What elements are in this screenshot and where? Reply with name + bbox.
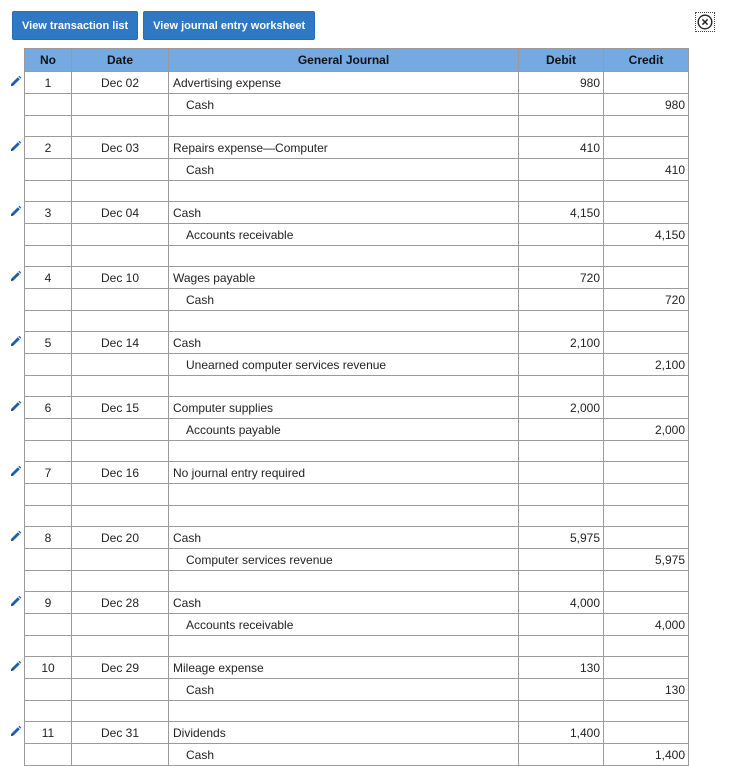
credit-amount xyxy=(604,397,689,419)
journal-credit-row xyxy=(25,484,689,506)
entry-number xyxy=(25,202,72,224)
blank-cell xyxy=(169,181,519,202)
blank-cell xyxy=(519,311,604,332)
blank-cell xyxy=(519,181,604,202)
entry-date-blank xyxy=(72,419,169,441)
blank-cell xyxy=(72,636,169,657)
view-transaction-list-button[interactable]: View transaction list xyxy=(12,11,138,40)
blank-cell xyxy=(519,246,604,267)
blank-cell xyxy=(169,116,519,137)
entry-date: Dec 04 xyxy=(72,202,169,224)
credit-account: Accounts receivable xyxy=(169,614,519,636)
debit-account: Cash xyxy=(169,592,519,614)
entry-number-blank xyxy=(25,159,72,181)
entry-number xyxy=(25,592,72,614)
journal-entry-row xyxy=(25,462,689,484)
spacer-row xyxy=(25,116,689,137)
spacer-row xyxy=(25,506,689,527)
general-journal-table xyxy=(24,48,689,766)
credit-amount xyxy=(604,202,689,224)
blank-cell xyxy=(72,116,169,137)
close-circle-icon xyxy=(697,14,713,30)
spacer-row xyxy=(25,181,689,202)
journal-credit-row xyxy=(25,289,689,311)
blank-cell xyxy=(169,701,519,722)
debit-account: Dividends xyxy=(169,722,519,744)
credit-account: Cash xyxy=(169,289,519,311)
credit-account: Cash xyxy=(169,94,519,116)
debit-account: Cash xyxy=(169,202,519,224)
entry-number-blank xyxy=(25,94,72,116)
journal-entry-row xyxy=(25,202,689,224)
debit-amount: 5,975 xyxy=(519,527,604,549)
debit-amount xyxy=(519,94,604,116)
blank-cell xyxy=(72,246,169,267)
credit-account: Computer services revenue xyxy=(169,549,519,571)
debit-amount: 980 xyxy=(519,72,604,94)
journal-entry-row xyxy=(25,657,689,679)
credit-amount xyxy=(604,722,689,744)
spacer-row xyxy=(25,441,689,462)
debit-amount xyxy=(519,289,604,311)
journal-entry-row xyxy=(25,332,689,354)
debit-amount xyxy=(519,159,604,181)
blank-cell xyxy=(169,636,519,657)
entry-number-blank xyxy=(25,614,72,636)
entry-number-label: 10 xyxy=(41,660,55,675)
entry-number-label: 7 xyxy=(44,465,52,480)
debit-amount: 720 xyxy=(519,267,604,289)
spacer-row xyxy=(25,636,689,657)
blank-cell xyxy=(519,636,604,657)
entry-number xyxy=(25,137,72,159)
blank-cell xyxy=(169,376,519,397)
blank-cell xyxy=(604,376,689,397)
journal-credit-row xyxy=(25,614,689,636)
entry-date-blank xyxy=(72,614,169,636)
entry-number-label: 9 xyxy=(44,595,52,610)
credit-account: Accounts payable xyxy=(169,419,519,441)
blank-cell xyxy=(604,701,689,722)
blank-cell xyxy=(519,116,604,137)
journal-credit-row xyxy=(25,419,689,441)
debit-account: No journal entry required xyxy=(169,462,519,484)
debit-amount: 410 xyxy=(519,137,604,159)
blank-cell xyxy=(604,116,689,137)
entry-number xyxy=(25,332,72,354)
entry-number xyxy=(25,527,72,549)
edit-pencil-icon[interactable] xyxy=(9,75,22,88)
credit-account: Cash xyxy=(169,159,519,181)
entry-date: Dec 14 xyxy=(72,332,169,354)
entry-number-blank xyxy=(25,224,72,246)
journal-credit-row xyxy=(25,679,689,701)
blank-cell xyxy=(25,311,72,332)
entry-date: Dec 20 xyxy=(72,527,169,549)
entry-date-blank xyxy=(72,679,169,701)
blank-cell xyxy=(25,571,72,592)
edit-pencil-icon[interactable] xyxy=(9,660,22,673)
entry-date: Dec 02 xyxy=(72,72,169,94)
spacer-row xyxy=(25,311,689,332)
debit-amount xyxy=(519,462,604,484)
col-header-general-journal: General Journal xyxy=(169,49,519,72)
entry-number-label: 8 xyxy=(44,530,52,545)
entry-number-label: 2 xyxy=(44,140,52,155)
spacer-row xyxy=(25,571,689,592)
entry-date: Dec 15 xyxy=(72,397,169,419)
debit-amount xyxy=(519,484,604,506)
blank-cell xyxy=(72,441,169,462)
journal-credit-row xyxy=(25,354,689,376)
blank-cell xyxy=(519,376,604,397)
credit-account xyxy=(169,484,519,506)
blank-cell xyxy=(25,116,72,137)
blank-cell xyxy=(25,636,72,657)
entry-number xyxy=(25,657,72,679)
blank-cell xyxy=(169,571,519,592)
journal-entry-row xyxy=(25,527,689,549)
debit-amount xyxy=(519,419,604,441)
edit-pencil-icon[interactable] xyxy=(9,400,22,413)
blank-cell xyxy=(604,506,689,527)
blank-cell xyxy=(604,571,689,592)
debit-amount: 2,000 xyxy=(519,397,604,419)
entry-date-blank xyxy=(72,289,169,311)
journal-credit-row xyxy=(25,744,689,766)
credit-account: Unearned computer services revenue xyxy=(169,354,519,376)
debit-amount: 4,150 xyxy=(519,202,604,224)
blank-cell xyxy=(25,376,72,397)
debit-amount xyxy=(519,679,604,701)
close-button[interactable] xyxy=(695,12,715,32)
credit-amount xyxy=(604,462,689,484)
entry-number xyxy=(25,267,72,289)
credit-amount: 5,975 xyxy=(604,549,689,571)
credit-amount xyxy=(604,657,689,679)
entry-date: Dec 28 xyxy=(72,592,169,614)
edit-pencil-icon[interactable] xyxy=(9,530,22,543)
col-header-no: No xyxy=(25,49,72,72)
credit-amount: 980 xyxy=(604,94,689,116)
edit-pencil-icon[interactable] xyxy=(9,140,22,153)
credit-account: Cash xyxy=(169,744,519,766)
entry-number-label: 4 xyxy=(44,270,52,285)
general-journal-table-wrapper xyxy=(24,48,689,766)
credit-amount: 720 xyxy=(604,289,689,311)
credit-amount xyxy=(604,72,689,94)
blank-cell xyxy=(25,701,72,722)
blank-cell xyxy=(25,181,72,202)
edit-pencil-icon[interactable] xyxy=(9,335,22,348)
blank-cell xyxy=(519,701,604,722)
blank-cell xyxy=(604,181,689,202)
journal-entry-row xyxy=(25,137,689,159)
blank-cell xyxy=(169,441,519,462)
blank-cell xyxy=(519,441,604,462)
entry-date: Dec 29 xyxy=(72,657,169,679)
entry-number-blank xyxy=(25,289,72,311)
debit-account: Computer supplies xyxy=(169,397,519,419)
blank-cell xyxy=(169,246,519,267)
entry-number-label: 5 xyxy=(44,335,52,350)
credit-amount xyxy=(604,332,689,354)
debit-amount: 2,100 xyxy=(519,332,604,354)
blank-cell xyxy=(72,181,169,202)
blank-cell xyxy=(604,311,689,332)
journal-credit-row xyxy=(25,94,689,116)
journal-entry-row xyxy=(25,592,689,614)
entry-number-blank xyxy=(25,419,72,441)
spacer-row xyxy=(25,701,689,722)
blank-cell xyxy=(25,506,72,527)
entry-number xyxy=(25,462,72,484)
blank-cell xyxy=(72,571,169,592)
entry-number xyxy=(25,397,72,419)
blank-cell xyxy=(519,506,604,527)
entry-number-label: 6 xyxy=(44,400,52,415)
entry-date: Dec 03 xyxy=(72,137,169,159)
debit-account: Cash xyxy=(169,527,519,549)
debit-amount: 130 xyxy=(519,657,604,679)
credit-account: Accounts receivable xyxy=(169,224,519,246)
entry-date-blank xyxy=(72,484,169,506)
edit-pencil-icon[interactable] xyxy=(9,205,22,218)
debit-amount xyxy=(519,224,604,246)
credit-amount xyxy=(604,527,689,549)
blank-cell xyxy=(604,246,689,267)
entry-number-label: 3 xyxy=(44,205,52,220)
spacer-row xyxy=(25,246,689,267)
journal-entry-row xyxy=(25,267,689,289)
blank-cell xyxy=(25,246,72,267)
entry-number-label: 1 xyxy=(44,75,52,90)
entry-date: Dec 10 xyxy=(72,267,169,289)
debit-amount xyxy=(519,354,604,376)
journal-credit-row xyxy=(25,224,689,246)
journal-entry-row xyxy=(25,722,689,744)
journal-entry-row xyxy=(25,397,689,419)
entry-date: Dec 16 xyxy=(72,462,169,484)
credit-amount: 130 xyxy=(604,679,689,701)
entry-number xyxy=(25,72,72,94)
credit-amount xyxy=(604,267,689,289)
header-row xyxy=(25,49,689,72)
blank-cell xyxy=(72,506,169,527)
credit-amount xyxy=(604,137,689,159)
entry-number-blank xyxy=(25,484,72,506)
debit-account: Cash xyxy=(169,332,519,354)
credit-amount: 4,150 xyxy=(604,224,689,246)
blank-cell xyxy=(72,311,169,332)
col-header-credit: Credit xyxy=(604,49,689,72)
entry-number-blank xyxy=(25,354,72,376)
blank-cell xyxy=(604,441,689,462)
journal-credit-row xyxy=(25,159,689,181)
journal-entry-row xyxy=(25,72,689,94)
entry-number-blank xyxy=(25,549,72,571)
credit-amount: 2,000 xyxy=(604,419,689,441)
edit-pencil-icon[interactable] xyxy=(9,725,22,738)
edit-pencil-icon[interactable] xyxy=(9,595,22,608)
blank-cell xyxy=(25,441,72,462)
entry-number-blank xyxy=(25,744,72,766)
credit-amount xyxy=(604,484,689,506)
credit-amount xyxy=(604,592,689,614)
debit-account: Mileage expense xyxy=(169,657,519,679)
debit-amount xyxy=(519,744,604,766)
debit-account: Advertising expense xyxy=(169,72,519,94)
blank-cell xyxy=(169,506,519,527)
credit-amount: 4,000 xyxy=(604,614,689,636)
debit-amount: 4,000 xyxy=(519,592,604,614)
blank-cell xyxy=(519,571,604,592)
debit-account: Repairs expense—Computer xyxy=(169,137,519,159)
col-header-date: Date xyxy=(72,49,169,72)
credit-account: Cash xyxy=(169,679,519,701)
toolbar xyxy=(12,11,315,40)
blank-cell xyxy=(72,376,169,397)
entry-number-blank xyxy=(25,679,72,701)
credit-amount: 2,100 xyxy=(604,354,689,376)
entry-number xyxy=(25,722,72,744)
spacer-row xyxy=(25,376,689,397)
edit-pencil-icon[interactable] xyxy=(9,465,22,478)
journal-credit-row xyxy=(25,549,689,571)
entry-date-blank xyxy=(72,224,169,246)
journal-body xyxy=(25,72,689,766)
debit-amount: 1,400 xyxy=(519,722,604,744)
credit-amount: 1,400 xyxy=(604,744,689,766)
debit-amount xyxy=(519,614,604,636)
view-journal-entry-worksheet-button[interactable]: View journal entry worksheet xyxy=(143,11,315,40)
debit-amount xyxy=(519,549,604,571)
debit-account: Wages payable xyxy=(169,267,519,289)
blank-cell xyxy=(604,636,689,657)
entry-date-blank xyxy=(72,354,169,376)
entry-date: Dec 31 xyxy=(72,722,169,744)
credit-amount: 410 xyxy=(604,159,689,181)
entry-date-blank xyxy=(72,549,169,571)
entry-date-blank xyxy=(72,159,169,181)
entry-date-blank xyxy=(72,94,169,116)
blank-cell xyxy=(72,701,169,722)
blank-cell xyxy=(169,311,519,332)
col-header-debit: Debit xyxy=(519,49,604,72)
entry-date-blank xyxy=(72,744,169,766)
edit-pencil-icon[interactable] xyxy=(9,270,22,283)
entry-number-label: 11 xyxy=(41,725,55,740)
